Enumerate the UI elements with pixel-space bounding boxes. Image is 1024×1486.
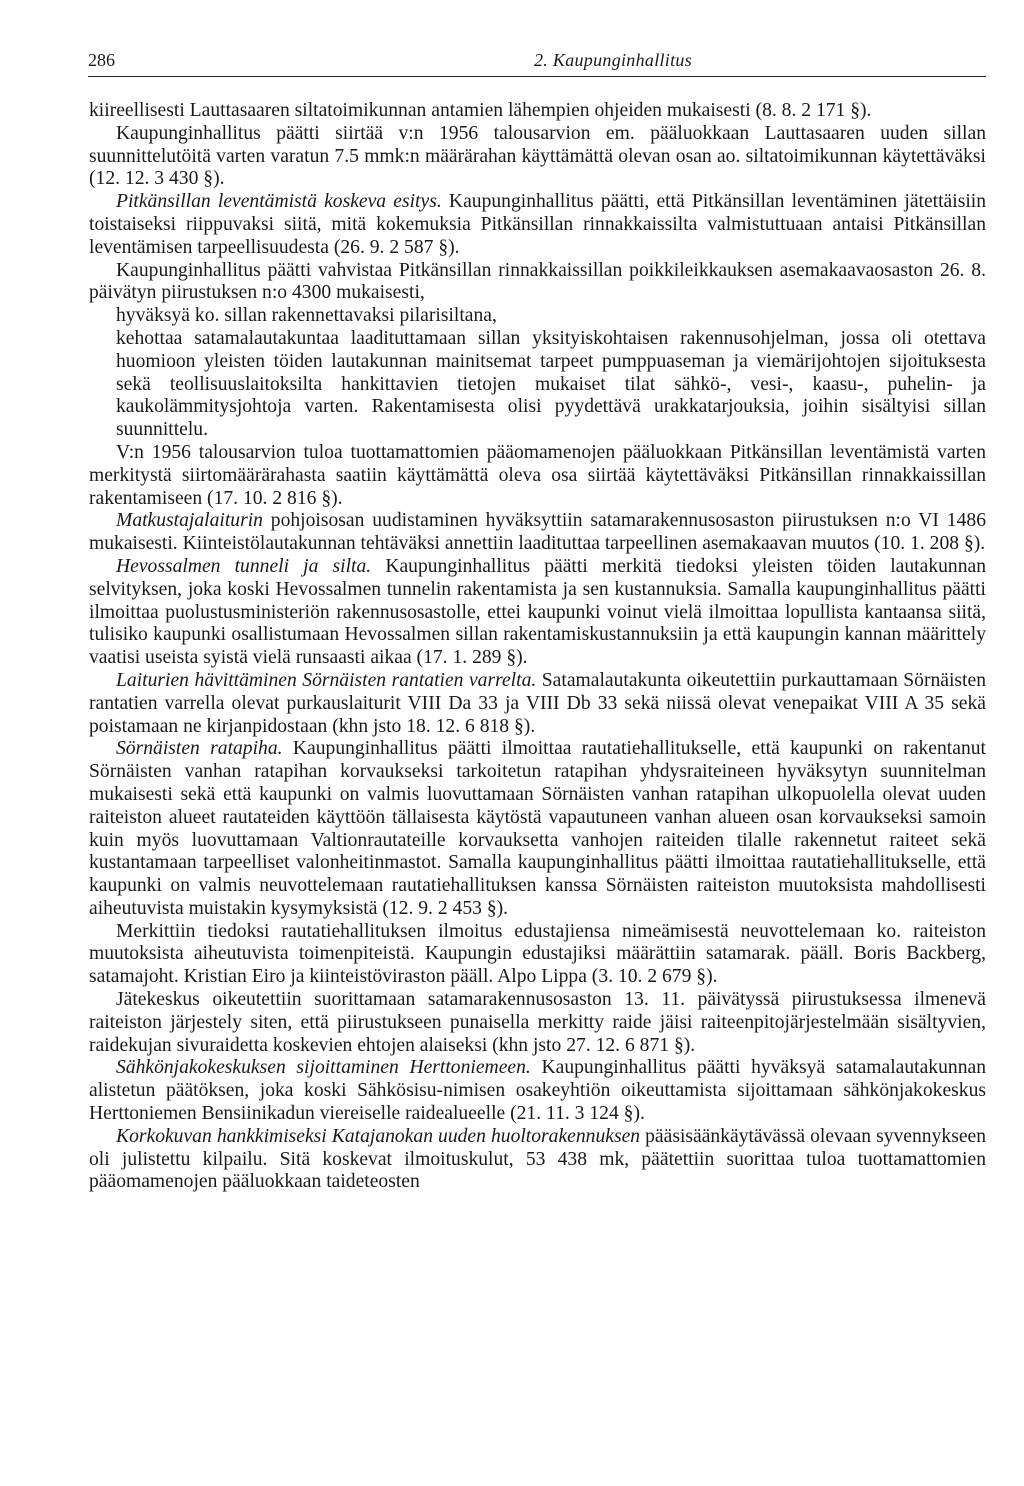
- page-header: [88, 50, 986, 77]
- paragraph: [89, 328, 986, 442]
- running-head: 2. Kaupunginhallitus: [534, 50, 693, 70]
- section-heading: Matkustajalaiturin: [116, 510, 263, 532]
- paragraph-text: Merkittiin tiedoksi rautatiehallituksen ilmoitus edustajiensa nimeämisestä neuvottelemaan ko. raiteiston muutoksista aiheutuvista toimenpiteistä. Kaupungin edustajiksi määrättiin satamarak. pääll. Boris Backberg, satamajoht. Kristian Eiro ja kiinteistöviraston pääll. Alpo Lippa (3. 10. 2 679 §).: [89, 920, 986, 988]
- section-heading: Hevossalmen tunneli ja silta.: [116, 555, 372, 577]
- paragraph-text: pääsisäänkäytävässä olevaan syvennykseen oli julistettu kilpailu. Sitä koskevat ilmoituskulut, 53 438 mk, päätettiin suorittaa tuloa tuottamattomien pääomamenojen pääluokkaan taideteosten: [89, 1125, 987, 1193]
- paragraph-text: Kaupunginhallitus päätti hyväksyä satamalautakunnan alistetun päätöksen, joka koski Sähkösisu-nimisen osakeyhtiön oikeuttamista sijoittamaan sähkönjakokeskus Herttoniemen Bensiinikadun viereiselle raidealueelle (21. 11. 3 124 §).: [89, 1057, 986, 1125]
- paragraph: [89, 921, 986, 989]
- paragraph: [89, 1057, 986, 1125]
- page-number: 286: [88, 50, 115, 70]
- section-heading: Sörnäisten ratapiha.: [116, 738, 283, 760]
- paragraph: [89, 100, 986, 123]
- paragraph-text: Satamalautakunta oikeutettiin purkauttamaan Sörnäisten rantatien varrella olevat purkauslaiturit VIII Da 33 ja VIII Db 33 sekä niissä olevat venepaikat VIII A 35 sekä poistamaan ne kirjanpidostaan (khn jsto 18. 12. 6 818 §).: [89, 669, 986, 737]
- paragraph: [89, 1126, 986, 1194]
- paragraph-text: kehottaa satamalautakuntaa laadituttamaan sillan yksityiskohtaisen rakennusohjelman, jossa oli otettava huomioon yleisten töiden lautakunnan mainitsemat tarpeet pumppuaseman ja viemärijohtojen sijoituksesta sekä teollisuuslaitoksilta hankittavien tietojen mukaiset tilat sähkö-, vesi-, kaasu-, puhelin- ja kaukolämmitysjohtoja varten. Rakentamisesta olisi pyydettävä urakkatarjouksia, joihin sisältyisi sillan suunnittelu.: [116, 327, 986, 441]
- paragraph: [89, 442, 986, 510]
- paragraph-text: Jätekeskus oikeutettiin suorittamaan satamarakennusosaston 13. 11. päivätyssä piirustuksessa ilmenevä raiteiston järjestely siten, että piirustukseen punaisella merkitty raide jäisi raiteenpitojärjestelmään sisältyvien, raidekujan sivuraidetta koskevien ehtojen alaiseksi (khn jsto 27. 12. 6 871 §).: [89, 989, 986, 1056]
- paragraph-text: hyväksyä ko. sillan rakennettavaksi pilarisiltana,: [116, 305, 497, 327]
- section-heading: Korkokuvan hankkimiseksi Katajanokan uuden huoltorakennuksen: [116, 1125, 641, 1147]
- section-heading: Sähkönjakokeskuksen sijoittaminen Herttoniemeen.: [116, 1057, 531, 1079]
- paragraph: [89, 305, 986, 328]
- paragraph: [89, 989, 986, 1057]
- section-heading: Laiturien hävittäminen Sörnäisten rantatien varrelta.: [116, 669, 537, 691]
- paragraph: [89, 738, 986, 920]
- paragraph-text: Kaupunginhallitus päätti siirtää v:n 1956 talousarvion em. pääluokkaan Lauttasaaren uuden sillan suunnittelutöitä varten varatun 7.5 mmk:n määrärahan käyttämättä olevan osan ao. siltatoimikunnan käytettäväksi (12. 12. 3 430 §).: [89, 122, 986, 190]
- paragraph: [89, 191, 986, 259]
- body-text: [89, 100, 986, 1194]
- paragraph-text: Kaupunginhallitus päätti merkitä tiedoksi yleisten töiden lautakunnan selvityksen, joka koski Hevossalmen tunnelin rakentamista ja sen kustannuksia. Samalla kaupunginhallitus päätti ilmoittaa puolustusministeriön rakennusosastolle, ettei kaupunki voinut vielä ilmoittaa lopullista kantaansa siitä, tulisiko kaupunki osallistumaan Hevossalmen sillan rakentamiskustannuksiin ja että kaupungin kannan määrittely vaatisi useista syistä vielä runsaasti aikaa (17. 1. 289 §).: [89, 555, 987, 669]
- paragraph-text: Kaupunginhallitus päätti vahvistaa Pitkänsillan rinnakkaissillan poikkileikkauksen asemakaavaosaston 26. 8. päivätyn piirustuksen n:o 4300 mukaisesti,: [89, 259, 986, 304]
- section-heading: Pitkänsillan leventämistä koskeva esitys.: [116, 191, 442, 213]
- paragraph-text: Kaupunginhallitus päätti ilmoittaa rautatiehallitukselle, että kaupunki on rakentanut Sörnäisten vanhan ratapihan korvaukseksi tarkoitetun ratapihan yhdysraiteineen hyväksytyn suunnitelman mukaisesti sekä että kaupunki on valmis luovuttamaan Sörnäisten vanhan ratapihan ulkopuolella olevat uuden raiteiston alueet rautateiden käyttöön tällaisesta käytöstä vapautuneen vanhan alueen osan korvaukseksi samoin kuin myös luovuttamaan Valtionrautateille korvauksetta vanhojen raiteiden tilalle rakennetut raiteet sekä kustantamaan tarpeelliset valonheitinmastot. Samalla kaupunginhallitus päätti ilmoittaa rautatiehallitukselle, että kaupunki on valmis neuvottelemaan rautatiehallituksen kanssa Sörnäisten raiteiston muutoksista mahdollisesti aiheutuvista muistakin kysymyksistä (12. 9. 2 453 §).: [89, 738, 986, 919]
- paragraph: [89, 510, 986, 556]
- paragraph: [89, 123, 986, 191]
- paragraph-text: pohjoisosan uudistaminen hyväksyttiin satamarakennusosaston piirustuksen n:o VI 1486 mukaisesti. Kiinteistölautakunnan tehtäväksi annettiin laadituttaa tarpeellinen asemakaavan muutos (10. 1. 208 §).: [89, 510, 986, 555]
- paragraph: [89, 260, 986, 306]
- paragraph-text: Kaupunginhallitus päätti, että Pitkänsillan leventäminen jätettäisiin toistaiseksi riippuvaksi siitä, mitä kokemuksia Pitkänsillan rinnakkaissilta valmistuttuaan antaisi Pitkänsillan leventämisen tarpeellisuudesta (26. 9. 2 587 §).: [89, 191, 987, 258]
- paragraph-text: kiireellisesti Lauttasaaren siltatoimikunnan antamien lähempien ohjeiden mukaisesti (8. 8. 2 171 §).: [89, 100, 872, 121]
- paragraph: [89, 670, 986, 738]
- paragraph: [89, 556, 986, 670]
- paragraph-text: V:n 1956 talousarvion tuloa tuottamattomien pääomamenojen pääluokkaan Pitkänsillan leventämistä varten merkitystä siirtomäärärahasta saatiin käyttämättä oleva osa siirtää käytettäväksi Pitkänsillan rinnakkaissillan rakentamiseen (17. 10. 2 816 §).: [89, 441, 986, 509]
